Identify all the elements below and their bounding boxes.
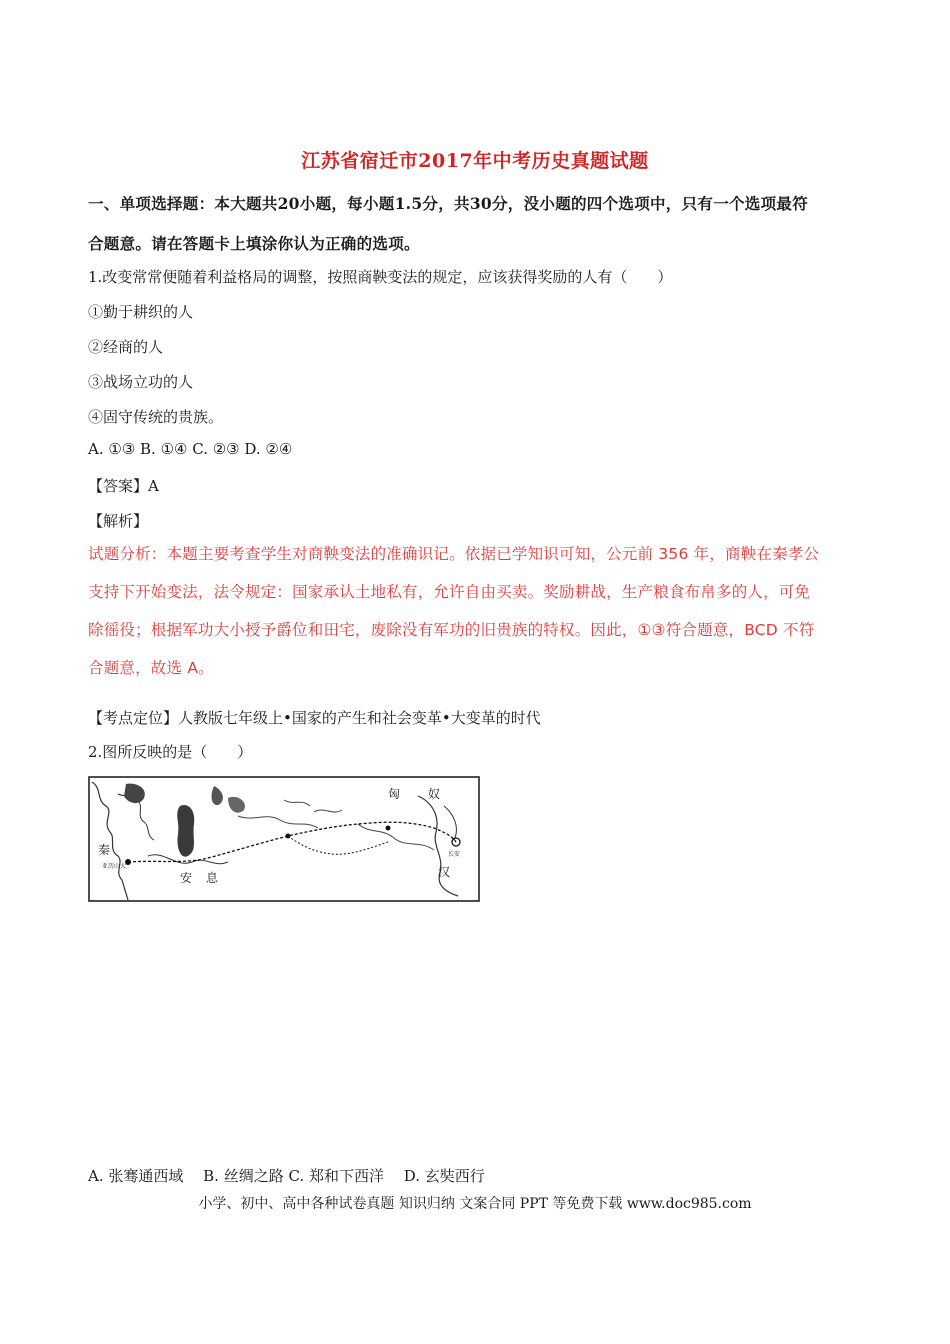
map-label-han: 汉	[438, 865, 451, 879]
question-1-location: 【考点定位】人教版七年级上•国家的产生和社会变革•大变革的时代	[88, 709, 541, 727]
section-header-line-1: 一、单项选择题：本大题共20小题，每小题1.5分，共30分，没小题的四个选项中，只有一个选项最符	[88, 194, 809, 213]
question-1-analysis-line-1: 试题分析：本题主要考查学生对商鞅变法的准确识记。依据已学知识可知，公元前 356 年，商鞅在秦孝公	[88, 545, 820, 563]
question-1-analysis-line-4: 合题意，故选 A。	[88, 659, 214, 677]
question-1-analysis-line-2: 支持下开始变法，法令规定：国家承认土地私有，允许自由买卖。奖励耕战，生产粮食布帛多的人，可免	[88, 583, 811, 601]
map-label-city-west: 亚历山大	[102, 863, 127, 870]
question-1-analysis-label: 【解析】	[88, 512, 149, 530]
question-1-answer: 【答案】A	[88, 477, 159, 495]
map-label-xiongnu-2: 奴	[428, 787, 441, 801]
map-label-an: 安	[180, 871, 193, 885]
map-label-qin: 秦	[98, 843, 111, 857]
section-header-line-2: 合题意。请在答题卡上填涂你认为正确的选项。	[88, 234, 420, 253]
question-1-item-3: ③战场立功的人	[88, 373, 194, 391]
question-1-analysis-line-3: 除徭役；根据军功大小授予爵位和田宅，废除没有军功的旧贵族的特权。因此，①③符合题意，BCD 不符	[88, 621, 815, 639]
map-label-changan: 长安	[448, 851, 461, 858]
map-label-xi: 息	[206, 871, 219, 885]
question-2-stem: 2.图所反映的是（ ）	[88, 743, 253, 761]
question-1-item-1: ①勤于耕织的人	[88, 303, 194, 321]
question-1-options: A. ①③ B. ①④ C. ②③ D. ②④	[88, 440, 293, 458]
footer-note: 小学、初中、高中各种试卷真题 知识归纳 文案合同 PPT 等免费下载 www.doc985.com	[198, 1196, 752, 1212]
question-2-options: A. 张骞通西域 B. 丝绸之路 C. 郑和下西洋 D. 玄奘西行	[88, 1167, 485, 1185]
question-1-item-2: ②经商的人	[88, 338, 164, 356]
page-title: 江苏省宿迁市2017年中考历史真题试题	[301, 150, 649, 172]
silk-road-map-image	[88, 776, 480, 902]
question-1-item-4: ④固守传统的贵族。	[88, 408, 224, 426]
map-label-xiongnu-1: 匈	[388, 787, 401, 801]
question-1-stem: 1.改变常常便随着利益格局的调整，按照商鞅变法的规定，应该获得奖励的人有（ ）	[88, 268, 673, 286]
